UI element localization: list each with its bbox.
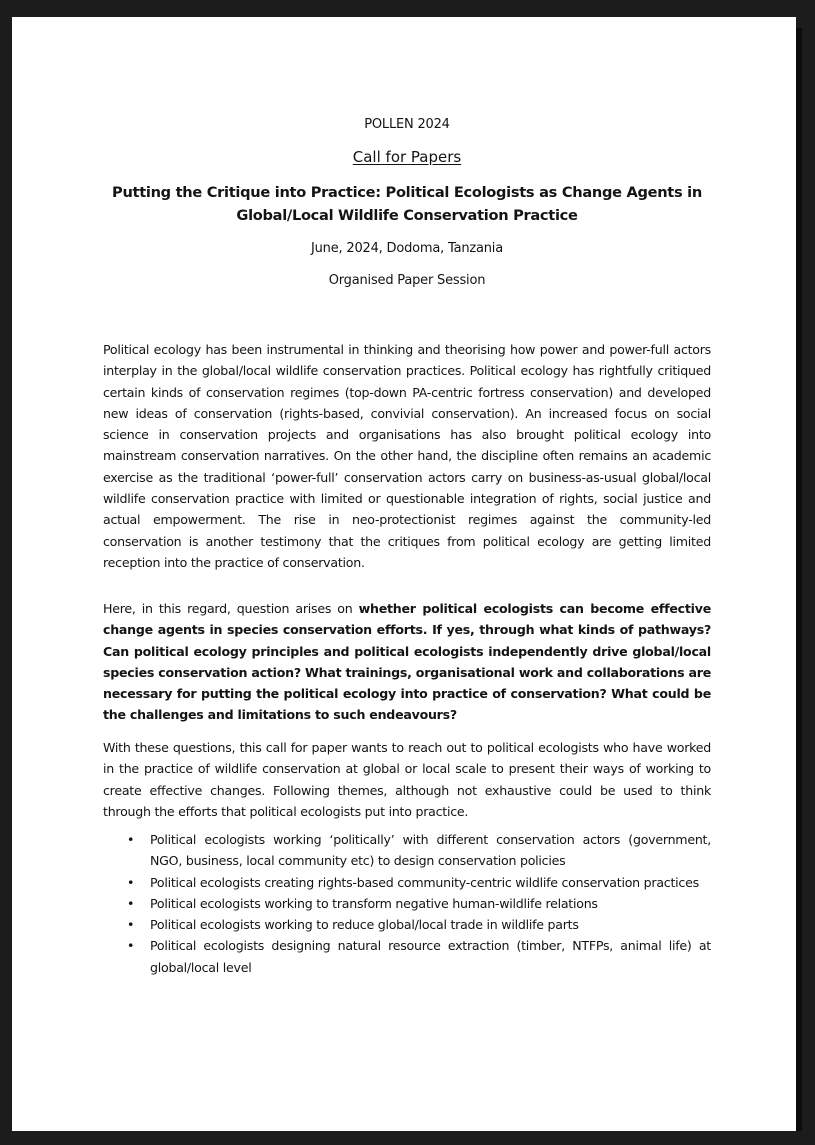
bullet-icon: • <box>127 895 135 911</box>
session-type: Organised Paper Session <box>328 273 486 288</box>
list-item-text: Political ecologists designing natural resource extraction (timber, NTFPs, animal life) at global/local level <box>150 938 711 975</box>
list-item <box>103 914 711 935</box>
paragraph-questions-lead: Here, in this regard, question arises on <box>103 601 359 616</box>
bullet-icon: • <box>127 917 135 933</box>
list-item-text: Political ecologists working to transform negative human-wildlife relations <box>150 895 598 911</box>
list-item-text: Political ecologists creating rights-based community-centric wildlife conservation practices <box>150 874 699 890</box>
bullet-icon: • <box>127 874 135 890</box>
list-item <box>103 872 711 893</box>
list-item <box>103 829 711 872</box>
list-item-text: Political ecologists working to reduce global/local trade in wildlife parts <box>150 917 579 933</box>
bullet-icon: • <box>127 938 135 954</box>
call-for-papers-heading <box>103 148 711 166</box>
list-item <box>103 935 711 978</box>
bullet-icon: • <box>127 832 135 847</box>
session-title: Putting the Critique into Practice: Political Ecologists as Change Agents in Global/Local Wildlife Conservation Practice <box>112 184 702 224</box>
paragraph-questions <box>103 598 711 726</box>
call-for-papers-text: Call for Papers <box>352 148 462 166</box>
journal-label: POLLEN 2024 <box>364 117 450 132</box>
page-shadow <box>796 28 802 1131</box>
themes-list <box>103 829 711 978</box>
paragraph-themes-intro: With these questions, this call for paper wants to reach out to political ecologists who have worked in the practice of wildlife conservation at global or local scale to present their ways of working to create effective changes. Following themes, although not exhaustive could be used to think through the efforts that political ecologists put into practice. <box>103 740 711 819</box>
list-item-text: Political ecologists working ‘politically’ with different conservation actors (government, NGO, business, local community etc) to design conservation policies <box>150 832 711 869</box>
paragraph-intro: Political ecology has been instrumental in thinking and theorising how power and power-full actors interplay in the global/local wildlife conservation practices. Political ecology has rightfully critiqued certain kinds of conservation regimes (top-down PA-centric fortress conservation) and developed new ideas of conservation (rights-based, convivial conservation). An increased focus on social science in conservation projects and organisations has also brought political ecology into mainstream conservation narratives. On the other hand, the discipline often remains an academic exercise as the traditional ‘power-full’ conservation actors carry on business-as-usual global/local wildlife conservation practice with limited or questionable integration of rights, social justice and actual empowerment. The rise in neo-protectionist regimes against the community-led conservation is another testimony that the critiques from political ecology are getting limited reception into the practice of conservation. <box>103 342 711 570</box>
document-page <box>12 17 796 1131</box>
list-item <box>103 893 711 914</box>
paragraph-questions-bold: whether political ecologists can become effective change agents in species conservation efforts. If yes, through what kinds of pathways? Can political ecology principles and political ecologists independently drive global/local species conservation action? What trainings, organisational work and collaborations are necessary for putting the political ecology into practice of conservation? What could be the challenges and limitations to such endeavours? <box>103 601 711 723</box>
date-location: June, 2024, Dodoma, Tanzania <box>311 241 503 256</box>
